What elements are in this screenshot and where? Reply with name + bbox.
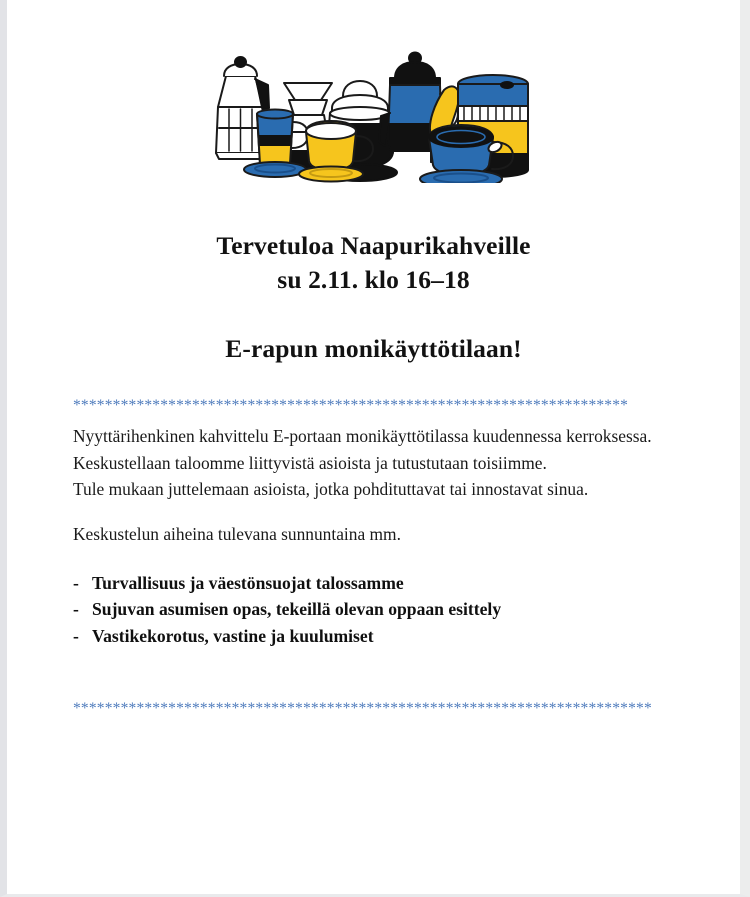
list-item-label: Turvallisuus ja väestönsuojat talossamme	[92, 572, 404, 593]
bullet-marker-icon: -	[73, 572, 79, 593]
title-line-2: su 2.11. klo 16–18	[277, 264, 470, 294]
body-content	[7, 398, 740, 716]
topics-intro-paragraph: Keskustelun aiheina tulevana sunnuntaina mm.	[73, 524, 401, 545]
page-subtitle	[7, 332, 740, 365]
invitation-paragraph: Tule mukaan juttelemaan asioista, jotka pohdituttavat tai innostavat sinua.	[73, 479, 589, 500]
divider-bottom: *************************************************************************	[73, 700, 652, 717]
intro-paragraph: Nyyttärihenkinen kahvittelu E-portaan monikäyttötilassa kuudennessa kerroksessa. Keskustellaan taloomme liittyvistä asioista ja tutustutaan toisiimme.	[73, 426, 652, 473]
topics-list	[73, 570, 710, 650]
list-item	[73, 623, 710, 650]
subtitle-text: E-rapun monikäyttötilaan!	[225, 334, 522, 364]
paragraph-spacer	[73, 502, 710, 521]
illustration-container	[7, 0, 740, 183]
bullet-marker-icon: -	[73, 626, 79, 647]
divider-top: **********************************************************************	[73, 398, 629, 415]
page-title	[7, 229, 740, 296]
list-item-label: Sujuvan asumisen opas, tekeillä olevan oppaan esittely	[92, 599, 502, 620]
list-item	[73, 596, 710, 623]
coffee-equipment-illustration	[209, 48, 539, 183]
bullet-marker-icon: -	[73, 599, 79, 620]
document-page	[7, 0, 740, 894]
title-line-1: Tervetuloa Naapurikahveille	[216, 231, 531, 260]
list-item	[73, 570, 710, 597]
list-item-label: Vastikekorotus, vastine ja kuulumiset	[92, 626, 374, 647]
